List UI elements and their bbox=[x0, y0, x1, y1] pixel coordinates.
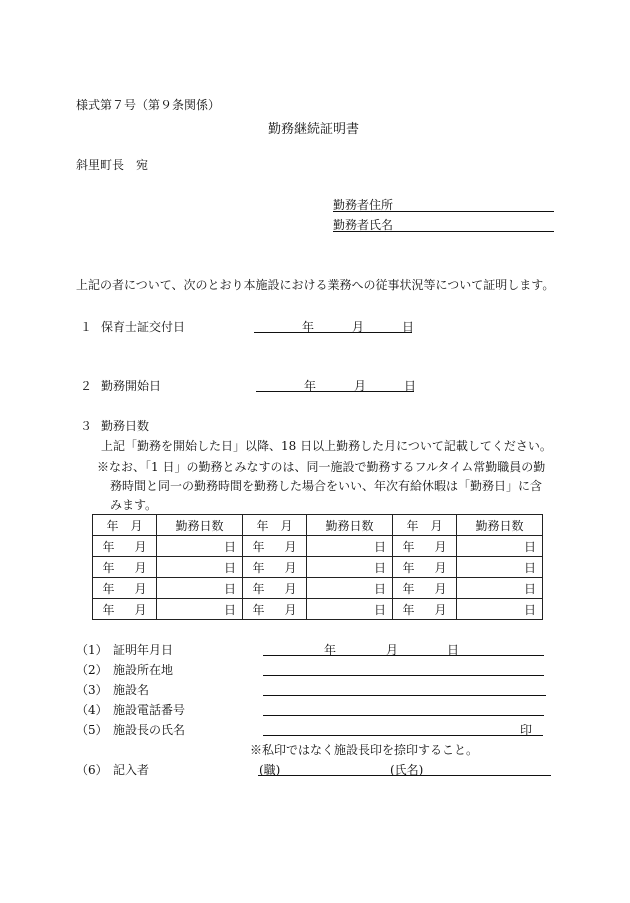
work-days-cell[interactable]: 日 bbox=[307, 557, 393, 578]
recorder-name-label: (氏名) bbox=[390, 763, 424, 777]
certification-statement: 上記の者について、次のとおり本施設における業務への従事状況等について証明します。 bbox=[76, 278, 555, 292]
cert1-label: 証明年月日 bbox=[113, 643, 174, 657]
year-month-cell[interactable]: 年 月 bbox=[393, 578, 457, 599]
item1-label: 保育士証交付日 bbox=[101, 320, 186, 334]
year-month-cell[interactable]: 年 月 bbox=[393, 599, 457, 620]
table-row bbox=[93, 536, 543, 557]
cert1-year-unit: 年 bbox=[324, 643, 337, 657]
year-month-cell[interactable]: 年 月 bbox=[243, 536, 307, 557]
work-days-cell[interactable]: 日 bbox=[307, 578, 393, 599]
year-month-cell[interactable]: 年 月 bbox=[393, 557, 457, 578]
item2-label: 勤務開始日 bbox=[101, 379, 162, 393]
worker-address-label: 勤務者住所 bbox=[333, 198, 394, 212]
item1-date-line bbox=[254, 332, 412, 333]
work-days-table bbox=[92, 514, 543, 620]
year-month-cell[interactable]: 年 月 bbox=[93, 599, 157, 620]
cert4-number: （4） bbox=[76, 703, 108, 717]
cert5-number: （5） bbox=[76, 723, 108, 737]
cert6-label: 記入者 bbox=[113, 763, 150, 777]
seal-note: ※私印ではなく施設長印を捺印すること。 bbox=[250, 743, 479, 757]
header-year-month: 年 月 bbox=[243, 515, 307, 536]
cert1-line bbox=[263, 655, 544, 656]
year-month-cell[interactable]: 年 月 bbox=[93, 536, 157, 557]
cert3-label: 施設名 bbox=[113, 683, 150, 697]
year-month-cell[interactable]: 年 月 bbox=[93, 578, 157, 599]
item1-year-unit: 年 bbox=[302, 320, 315, 334]
work-days-cell[interactable]: 日 bbox=[307, 599, 393, 620]
item3-note: 上記「勤務を開始した日」以降、18 日以上勤務した月について記載してください。 bbox=[101, 439, 552, 453]
work-days-cell[interactable]: 日 bbox=[307, 536, 393, 557]
item2-month-unit: 月 bbox=[354, 379, 367, 393]
work-days-cell[interactable]: 日 bbox=[457, 557, 543, 578]
item1-day-unit: 日 bbox=[402, 320, 415, 334]
item1-month-unit: 月 bbox=[352, 320, 365, 334]
item3-number: ３ bbox=[80, 419, 93, 433]
item3-remark-line3: みます。 bbox=[110, 498, 158, 512]
cert1-number: （1） bbox=[76, 643, 108, 657]
work-days-cell[interactable]: 日 bbox=[457, 536, 543, 557]
document-title: 勤務継続証明書 bbox=[268, 122, 360, 137]
cert6-number: （6） bbox=[76, 763, 108, 777]
item3-remark-line2: 務時間と同一の勤務時間を勤務した場合をいい、年次有給休暇は「勤務日」に含 bbox=[110, 479, 543, 493]
worker-address-line bbox=[333, 211, 554, 212]
work-days-cell[interactable]: 日 bbox=[157, 578, 243, 599]
year-month-cell[interactable]: 年 月 bbox=[243, 578, 307, 599]
facility-phone-field[interactable] bbox=[263, 715, 544, 716]
year-month-cell[interactable]: 年 月 bbox=[393, 536, 457, 557]
cert5-line bbox=[263, 735, 543, 736]
table-row bbox=[93, 557, 543, 578]
cert6-line bbox=[258, 775, 551, 776]
header-work-days: 勤務日数 bbox=[157, 515, 243, 536]
work-days-cell[interactable]: 日 bbox=[457, 599, 543, 620]
table-header-row bbox=[93, 515, 543, 536]
cert4-label: 施設電話番号 bbox=[113, 703, 186, 717]
table-row bbox=[93, 578, 543, 599]
recorder-position-label: (職) bbox=[259, 763, 281, 777]
cert1-day-unit: 日 bbox=[447, 643, 460, 657]
item2-year-unit: 年 bbox=[304, 379, 317, 393]
work-days-cell[interactable]: 日 bbox=[157, 536, 243, 557]
work-days-cell[interactable]: 日 bbox=[157, 599, 243, 620]
worker-name-label: 勤務者氏名 bbox=[333, 218, 394, 232]
addressee: 斜里町長 宛 bbox=[76, 158, 149, 172]
cert2-number: （2） bbox=[76, 663, 108, 677]
year-month-cell[interactable]: 年 月 bbox=[243, 599, 307, 620]
form-number: 様式第７号（第９条関係） bbox=[76, 98, 221, 112]
work-days-cell[interactable]: 日 bbox=[157, 557, 243, 578]
item1-number: １ bbox=[80, 320, 93, 334]
seal-mark: 印 bbox=[520, 723, 533, 737]
header-year-month: 年 月 bbox=[93, 515, 157, 536]
header-work-days: 勤務日数 bbox=[457, 515, 543, 536]
item2-number: ２ bbox=[80, 379, 93, 393]
facility-name-field[interactable] bbox=[263, 695, 546, 696]
item3-remark-line1: ※なお、「1 日」の勤務とみなすのは、同一施設で勤務するフルタイム常勤職員の勤 bbox=[97, 460, 546, 474]
year-month-cell[interactable]: 年 月 bbox=[93, 557, 157, 578]
year-month-cell[interactable]: 年 月 bbox=[243, 557, 307, 578]
work-days-cell[interactable]: 日 bbox=[457, 578, 543, 599]
cert1-month-unit: 月 bbox=[386, 643, 399, 657]
cert5-label: 施設長の氏名 bbox=[113, 723, 186, 737]
item3-label: 勤務日数 bbox=[101, 419, 150, 433]
facility-address-field[interactable] bbox=[263, 675, 544, 676]
table-row bbox=[93, 599, 543, 620]
cert3-number: （3） bbox=[76, 683, 108, 697]
cert2-label: 施設所在地 bbox=[113, 663, 174, 677]
worker-name-line bbox=[333, 231, 554, 232]
item2-day-unit: 日 bbox=[404, 379, 417, 393]
header-year-month: 年 月 bbox=[393, 515, 457, 536]
header-work-days: 勤務日数 bbox=[307, 515, 393, 536]
item2-date-line bbox=[256, 391, 414, 392]
